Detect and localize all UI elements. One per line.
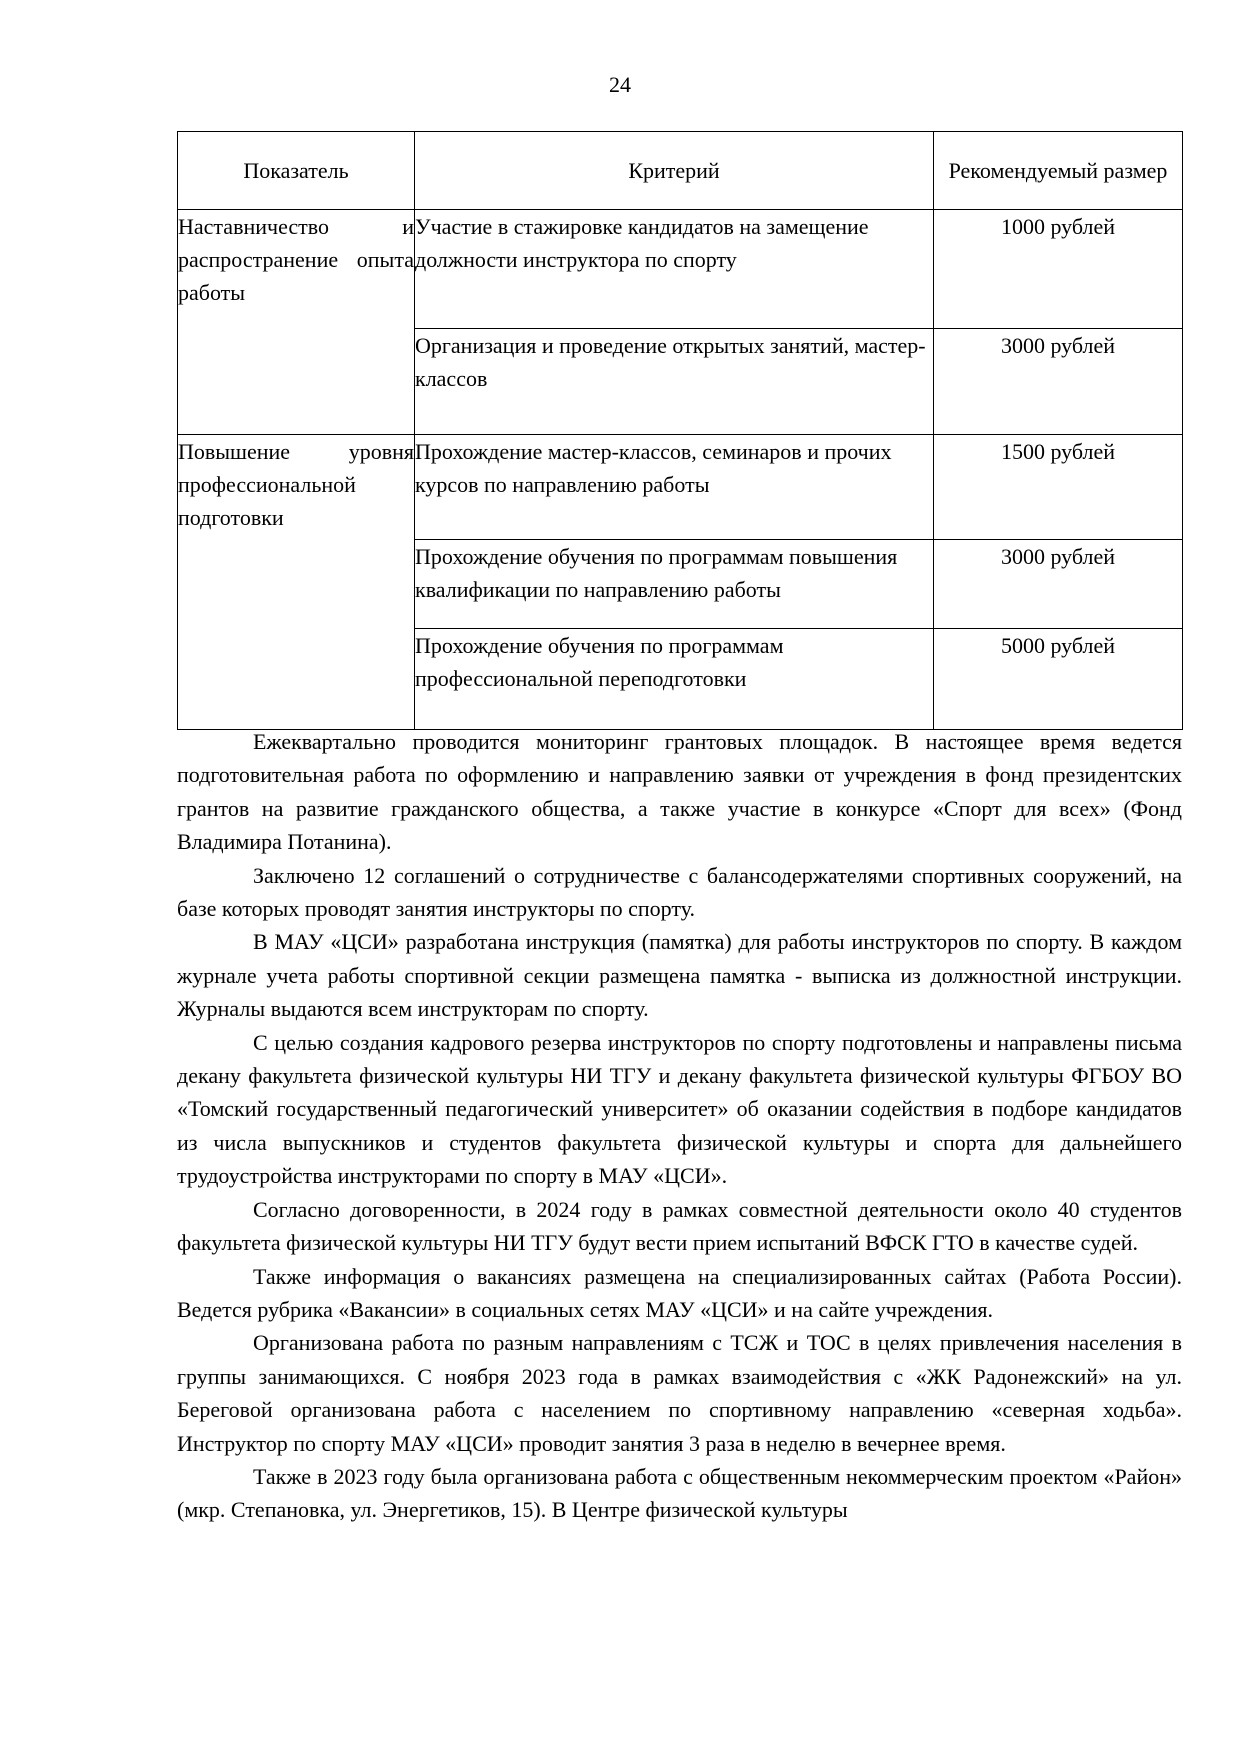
page-number: 24 <box>609 72 631 97</box>
header-indicator: Показатель <box>178 132 415 210</box>
criterion-text: Прохождение обучения по программам повышения квалификации по направлению работы <box>415 544 898 602</box>
amount-cell: 1000 рублей <box>934 210 1183 329</box>
amount-cell: 5000 рублей <box>934 629 1183 730</box>
criterion-cell: Участие в стажировке кандидатов на замещение должности инструктора по спорту <box>415 210 934 329</box>
criterion-cell: Прохождение обучения по программам профессиональной переподготовки <box>415 629 934 730</box>
indicator-cell: Повышение уровня профессиональной подготовки <box>178 435 415 730</box>
table-row <box>178 210 1183 329</box>
body-text <box>177 725 1182 1527</box>
table-header-row <box>178 132 1183 210</box>
criterion-cell: Организация и проведение открытых занятий, мастер-классов <box>415 329 934 435</box>
criterion-cell <box>415 540 934 629</box>
incentive-table <box>177 131 1183 730</box>
paragraph: С целью создания кадрового резерва инструкторов по спорту подготовлены и направлены письма декану факультета физической культуры НИ ТГУ и декану факультета физической культуры ФГБОУ ВО «Томский государственный педагогический университет» об оказании содействия в подборе кандидатов из числа выпускников и студентов факультета физической культуры и спорта для дальнейшего трудоустройства инструкторами по спорту в МАУ «ЦСИ». <box>177 1029 1182 1189</box>
amount-cell: 3000 рублей <box>934 540 1183 629</box>
criterion-cell: Прохождение мастер-классов, семинаров и прочих курсов по направлению работы <box>415 435 934 540</box>
paragraph: Ежеквартально проводится мониторинг грантовых площадок. В настоящее время ведется подготовительная работа по оформлению и направлению заявки от учреждения в фонд президентских грантов на развитие гражданского общества, а также участие в конкурсе «Спорт для всех» (Фонд Владимира Потанина). <box>177 729 1182 855</box>
paragraph: В МАУ «ЦСИ» разработана инструкция (памятка) для работы инструкторов по спорту. В каждом журнале учета работы спортивной секции размещена памятка - выписка из должностной инструкции. Журналы выдаются всем инструкторам по спорту. <box>177 929 1182 1022</box>
amount-cell: 1500 рублей <box>934 435 1183 540</box>
paragraph: Также информация о вакансиях размещена на специализированных сайтах (Работа России). Ведется рубрика «Вакансии» в социальных сетях МАУ «ЦСИ» и на сайте учреждения. <box>177 1263 1182 1322</box>
paragraph: Организована работа по разным направлениям с ТСЖ и ТОС в целях привлечения населения в группы занимающихся. С ноября 2023 года в рамках взаимодействия с «ЖК Радонежский» на ул. Береговой организована работа с населением по спортивному направлению «северная ходьба». Инструктор по спорту МАУ «ЦСИ» проводит занятия 3 раза в неделю в вечернее время. <box>177 1330 1182 1456</box>
paragraph: Также в 2023 году была организована работа с общественным некоммерческим проектом «Район» (мкр. Степановка, ул. Энергетиков, 15). В Центре физической культуры <box>177 1463 1182 1523</box>
indicator-cell: Наставничество и распространение опыта работы <box>178 210 415 435</box>
table-row <box>178 435 1183 540</box>
header-amount: Рекомендуемый размер <box>934 132 1183 210</box>
paragraph: Согласно договоренности, в 2024 году в рамках совместной деятельности около 40 студентов факультета физической культуры НИ ТГУ будут вести прием испытаний ВФСК ГТО в качестве судей. <box>177 1196 1182 1256</box>
paragraph: Заключено 12 соглашений о сотрудничестве с балансодержателями спортивных сооружений, на базе которых проводят занятия инструкторы по спорту. <box>177 862 1182 922</box>
header-criterion: Критерий <box>415 132 934 210</box>
amount-cell: 3000 рублей <box>934 329 1183 435</box>
